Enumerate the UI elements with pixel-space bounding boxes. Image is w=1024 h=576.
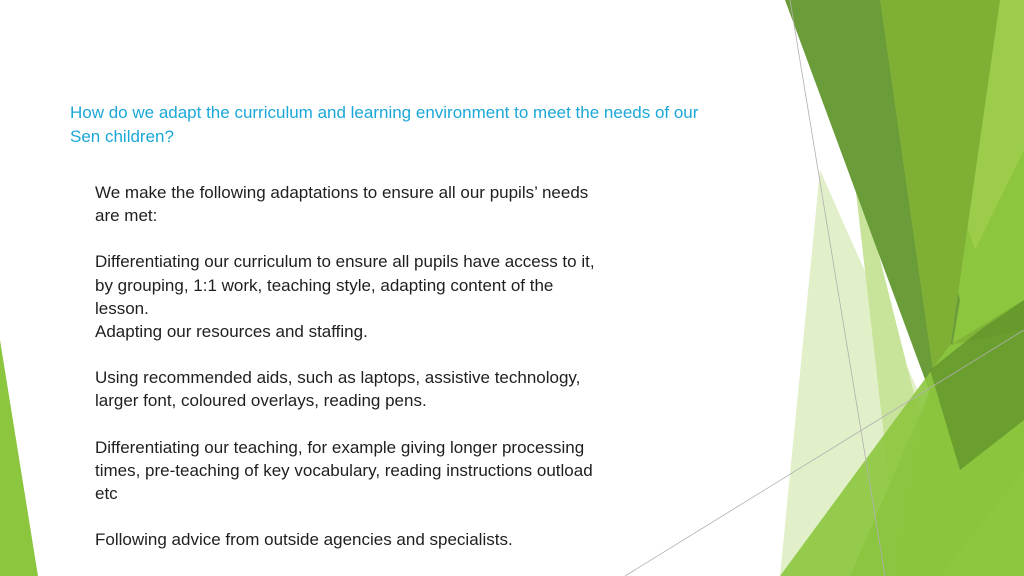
slide-body xyxy=(95,181,685,551)
paragraph-aids: Using recommended aids, such as laptops, assistive technology, larger font, coloured overlays, reading pens. xyxy=(95,368,581,411)
paragraph-curriculum: Differentiating our curriculum to ensure all pupils have access to it, by grouping, 1:1 work, teaching style, adapting content of the lesson. Adapting our resources and staffing. xyxy=(95,252,595,342)
paragraph-teaching: Differentiating our teaching, for example giving longer processing times, pre-teaching of key vocabulary, reading instructions outload etc xyxy=(95,437,593,504)
paragraph-gap xyxy=(95,413,685,436)
paragraph-gap xyxy=(95,227,685,250)
paragraph-intro: We make the following adaptations to ensure all our pupils’ needs are met: xyxy=(95,183,589,226)
left-green-sliver xyxy=(0,340,38,576)
paragraph-gap xyxy=(95,505,685,528)
paragraph-gap xyxy=(95,343,685,366)
paragraph-advice: Following advice from outside agencies and specialists. xyxy=(95,530,513,550)
slide-title: How do we adapt the curriculum and learning environment to meet the needs of our Sen children? xyxy=(70,103,699,146)
